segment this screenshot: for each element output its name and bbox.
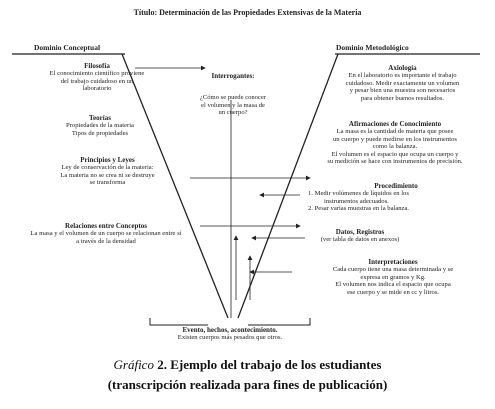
bottom-bracket-left (150, 318, 208, 325)
block-teorias (40, 114, 160, 137)
interpretaciones-line-4: ese cuerpo y se mide en cc y litros. (346, 288, 440, 296)
axiologia-line-2: cuidadoso. Medir exactamente un volumen (345, 79, 460, 87)
filosofia-line-2: del trabajo cuidadoso en un (60, 77, 134, 85)
interrogantes-line-1: ¿Cómo se puede conocer (199, 94, 267, 101)
evento-line: Existen cuerpos más pesados que otros. (177, 334, 283, 342)
axiologia-line-4: para obtener buenos resultados. (360, 94, 445, 102)
relaciones-line-1: La masa y el volumen de un cuerpo se relacionan entre sí (30, 230, 182, 238)
block-procedimiento (306, 182, 486, 213)
block-datos (300, 228, 420, 244)
figure-caption-line-1 (0, 358, 495, 373)
relaciones-line-2: a través de la densidad (76, 237, 136, 245)
procedimiento-line-1: 1. Medir volúmenes de líquidos en los (308, 190, 409, 198)
interpretaciones-line-3: El volumen nos indica el espacio que ocupa (335, 281, 451, 289)
heading-principios: Principios y Leyes (80, 156, 135, 164)
heading-evento: Evento, hechos, acontecimiento. (182, 326, 278, 334)
afirmaciones-line-1: La masa es la cantidad de materia que posee (336, 128, 454, 136)
heading-interrogantes: Interrogantes: (211, 72, 255, 80)
heading-axiologia: Axiología (388, 64, 417, 72)
diagram-title: Título: Determinación de las Propiedades Extensivas de la Materia (133, 8, 362, 17)
block-interrogantes-text (185, 94, 281, 117)
block-interpretaciones (298, 258, 488, 296)
block-interrogantes (188, 72, 278, 80)
procedimiento-line-2: instrumentos adecuados. (324, 197, 389, 205)
axiologia-line-3: y pesar bien una muestra son necesarios (349, 87, 456, 95)
heading-teorias: Teorías (89, 114, 111, 122)
block-evento (140, 326, 320, 342)
block-filosofia (22, 62, 172, 93)
filosofia-line-3: laboratorio (82, 85, 112, 93)
principios-line-3: se transforma (89, 179, 126, 187)
interpretaciones-line-1: Cada cuerpo tiene una masa determinada y se (332, 266, 454, 274)
afirmaciones-line-2: un cuerpo y puede medirse en los instrumentos (333, 135, 457, 143)
teorias-line-1: Propiedades de la materia (66, 122, 134, 130)
principios-line-1: Ley de conservación de la materia: (61, 164, 154, 172)
heading-afirmaciones: Afirmaciones de Conocimiento (348, 120, 442, 128)
datos-line: (ver tabla de datos en anexos) (320, 236, 400, 244)
filosofia-line-1: El conocimiento científico proviene (49, 70, 145, 78)
afirmaciones-line-4: El volumen es el espacio que ocupa un cuerpo y (331, 150, 459, 158)
caption-line-1-rest: 2. Ejemplo del trabajo de los estudiantes (153, 357, 382, 372)
block-axiologia (315, 64, 490, 102)
block-afirmaciones (300, 120, 490, 166)
header-dominio-conceptual: Dominio Conceptual (34, 43, 101, 52)
teorias-line-2: Tipos de propiedades (71, 129, 129, 137)
block-relaciones (6, 222, 206, 245)
interrogantes-line-3: un cuerpo? (218, 109, 248, 117)
heading-filosofia: Filosofía (84, 62, 110, 70)
block-principios (20, 156, 195, 187)
figure-caption-line-2: (transcripción realizada para fines de publicación) (107, 377, 388, 392)
caption-italic: Gráfico (113, 357, 154, 372)
axiologia-line-1: En el laboratorio es importante el trabajo (348, 72, 457, 80)
interpretaciones-line-2: expresa en gramos y Kg. (360, 273, 426, 281)
heading-datos: Datos, Registros (335, 228, 385, 236)
heading-relaciones: Relaciones entre Conceptos (65, 222, 147, 230)
procedimiento-line-3: 2. Pesar varias muestras en la balanza. (308, 205, 410, 213)
principios-line-2: La materia no se crea ni se destruye (60, 171, 155, 179)
afirmaciones-line-5: su medición se hace con instrumentos de precisión. (327, 158, 463, 166)
afirmaciones-line-3: como la balanza. (372, 143, 418, 151)
heading-procedimiento: Procedimiento (374, 182, 418, 190)
header-dominio-metodologico: Dominio Metodológico (336, 43, 409, 52)
heading-interpretaciones: Interpretaciones (368, 258, 418, 266)
interrogantes-line-2: el volumen y la masa de (201, 101, 265, 109)
bottom-bracket-right (248, 318, 310, 325)
